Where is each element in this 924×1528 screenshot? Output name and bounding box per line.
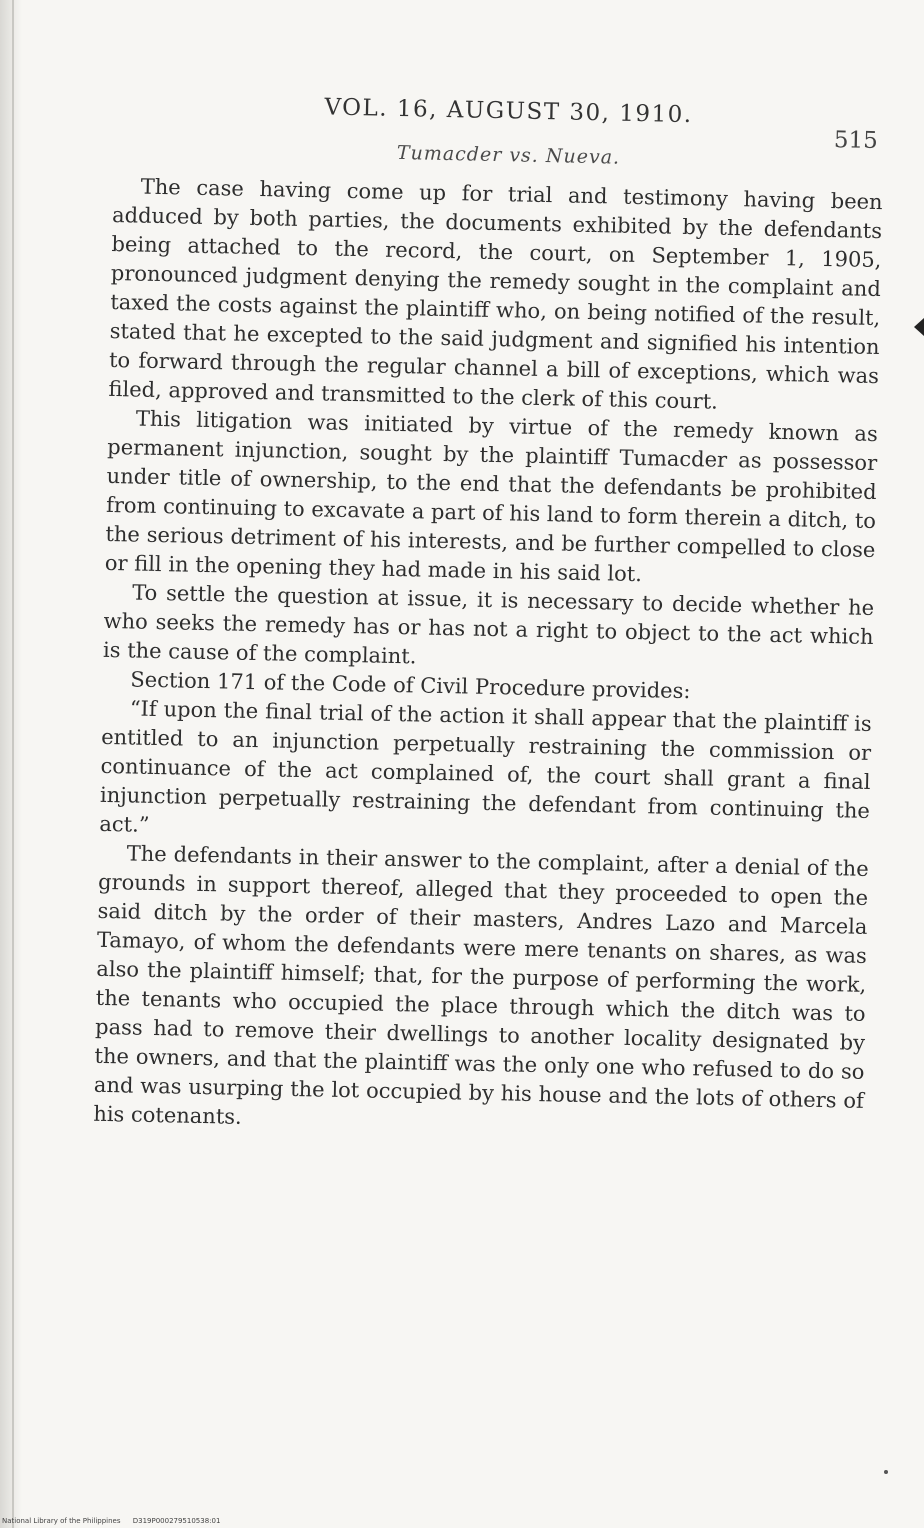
paragraph: The case having come up for trial and testimony having been adduced by both parties, the documents exhibited by the defendants being attached to the record, the court, on September 1, 1905, pronounced judgment denying the remedy sought in the complaint and taxed the costs against the plaintiff who, on being notified of the result, stated that he excepted to the said judgment and signified his intention to forward through the regular channel a bill of exceptions, which was filed, approved and transmitted to the clerk of this court. — [108, 174, 883, 414]
case-title: Tumacder vs. Nueva. — [396, 141, 621, 169]
quoted-statute: “If upon the final trial of the action it shall appear that the plaintiff is entitled to an injunction perpetually restraining the commission or continuance of the act complained of, the court shall grant a final injunction perpetually restraining the defendant from continuing the act.” — [99, 696, 872, 837]
page-number: 515 — [833, 127, 879, 154]
paragraph: This litigation was initiated by virtue of the remedy known as permanent injunction, sought by the plaintiff Tumacder as possessor under title of ownership, to the end that the defendants be prohibited from continuing to excavate a part of his land to form therein a ditch, to the serious detriment of his interests, and be further compelled to close or fill in the opening they had made in his said lot. — [104, 406, 879, 587]
paragraph: To settle the question at issue, it is necessary to decide whether he who seeks the remedy has or has not a right to object to the act which is the cause of the complaint. — [102, 580, 875, 669]
dot-mark-icon — [884, 1470, 888, 1474]
paragraph: Section 171 of the Code of Civil Procedure provides: — [130, 667, 691, 704]
page-content — [93, 80, 885, 1145]
scan-footer — [2, 1517, 230, 1525]
binding-edge-line — [12, 0, 14, 1528]
paragraph: The defendants in their answer to the complaint, after a denial of the grounds in support thereof, alleged that they proceeded to open the said ditch by the order of their masters, Andres Lazo and Marcela Tamayo, of whom the defendants were mere tenants on shares, as was also the plaintiff himself; that, for the purpose of performing the work, the tenants who occupied the place through which the ditch was to pass had to remove their dwellings to another locality designated by the owners, and that the plaintiff was the only one who refused to do so and was usurping the lot occupied by his house and the lots of others of his cotenants. — [93, 841, 869, 1129]
footer-library: National Library of the Philippines — [2, 1517, 121, 1525]
running-head: VOL. 16, AUGUST 30, 1910. — [324, 94, 693, 129]
margin-arrow-icon — [914, 318, 924, 336]
body-text — [93, 172, 883, 1145]
footer-reference: D319P000279510538:01 — [132, 1517, 221, 1525]
binding-edge — [0, 0, 22, 1528]
